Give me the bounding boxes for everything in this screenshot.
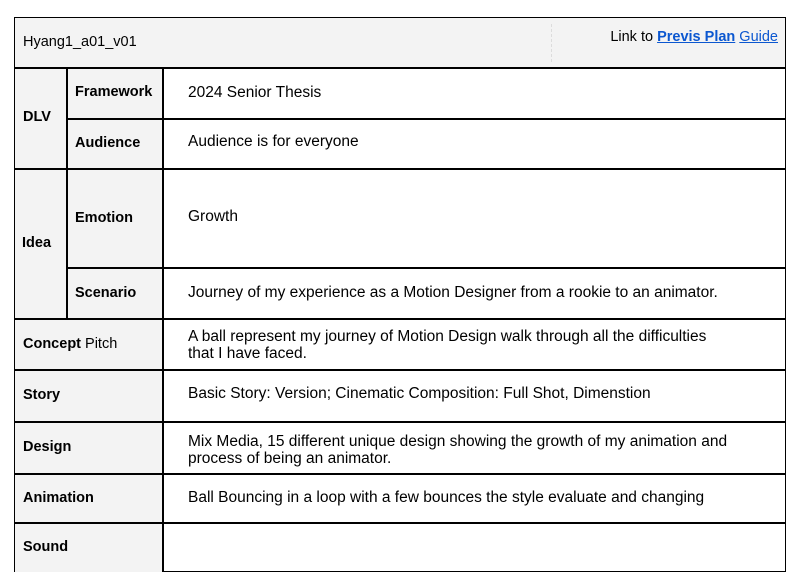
- emotion-value: Growth: [188, 208, 238, 225]
- guide-link[interactable]: Guide: [739, 29, 778, 45]
- concept-value-line2: that I have faced.: [188, 345, 307, 362]
- document-id: Hyang1_a01_v01: [23, 34, 137, 50]
- rule: [15, 67, 785, 69]
- concept-label-bold: Concept: [23, 336, 81, 352]
- story-value: Basic Story: Version; Cinematic Composition: Full Shot, Dimenstion: [188, 385, 651, 402]
- rule: [15, 421, 785, 423]
- concept-label-rest: Pitch: [85, 336, 118, 352]
- rule: [15, 522, 785, 524]
- header-divider: [551, 24, 552, 62]
- previs-plan-link[interactable]: Previs Plan: [657, 29, 736, 45]
- scenario-value: Journey of my experience as a Motion Designer from a rookie to an animator.: [188, 284, 718, 301]
- story-label: Story: [23, 387, 61, 403]
- rule: [162, 68, 164, 572]
- emotion-label: Emotion: [75, 210, 133, 226]
- header-row: [15, 18, 785, 68]
- rule: [15, 369, 785, 371]
- concept-value-line1: A ball represent my journey of Motion Design walk through all the difficulties: [188, 328, 707, 345]
- framework-label: Framework: [75, 84, 153, 100]
- sound-label: Sound: [23, 539, 69, 555]
- idea-label: Idea: [22, 235, 52, 251]
- dlv-label: DLV: [23, 109, 51, 125]
- scenario-label: Scenario: [75, 285, 137, 301]
- rule: [67, 267, 785, 269]
- guide-link-prefix: Link to: [610, 29, 658, 45]
- rule: [15, 318, 785, 320]
- concept-pitch-label: [23, 336, 117, 352]
- rule: [15, 473, 785, 475]
- guide-link-text: [610, 29, 778, 45]
- framework-value: 2024 Senior Thesis: [188, 84, 322, 101]
- design-value-line1: Mix Media, 15 different unique design showing the growth of my animation and: [188, 433, 728, 450]
- previs-plan-table: [14, 17, 786, 572]
- animation-label: Animation: [23, 490, 94, 506]
- audience-value: Audience is for everyone: [188, 133, 359, 150]
- audience-label: Audience: [75, 135, 141, 151]
- design-label: Design: [23, 439, 72, 455]
- rule: [66, 68, 68, 319]
- animation-value: Ball Bouncing in a loop with a few bounces the style evaluate and changing: [188, 489, 705, 506]
- rule: [67, 118, 785, 120]
- rule: [15, 168, 785, 170]
- design-value-line2: process of being an animator.: [188, 450, 392, 467]
